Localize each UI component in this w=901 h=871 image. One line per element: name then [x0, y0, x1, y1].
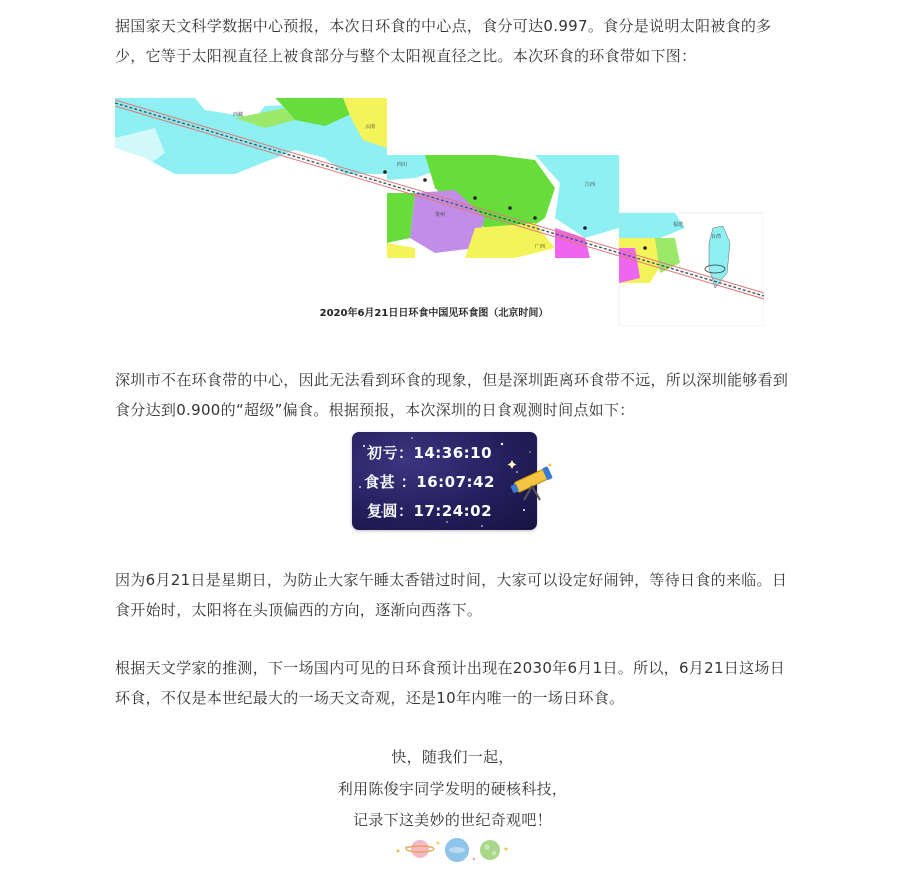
intro-paragraph: 据国家天文科学数据中心预报，本次日环食的中心点，食分可达0.997。食分是说明太阳被食的多少，它等于太阳视直径上被食部分与整个太阳视直径之比。本次环食的环食带如下图： — [115, 17, 772, 65]
alarm-paragraph: 因为6月21日是星期日，为防止大家午睡太香错过时间，大家可以设定好闹钟，等待日食的来临。日食开始时，太阳将在头顶偏西的方向，逐渐向西落下。 — [115, 571, 788, 619]
region-label-fujian: 福建 — [673, 222, 684, 228]
last-contact-time: 复圆：17:24:02 — [366, 502, 493, 520]
region-label-yunnan: 云南 — [365, 124, 376, 130]
map-panel-center — [387, 155, 619, 258]
map-caption: 2020年6月21日日环食中国见环食图（北京时间） — [319, 308, 549, 319]
region-label-taiwan: 台湾 — [711, 234, 722, 240]
region-label-guangxi: 广西 — [535, 244, 546, 250]
closing-line-1: 快，随我们一起， — [391, 748, 514, 766]
map-panel-east — [619, 213, 764, 326]
map-panel-west — [115, 98, 387, 174]
region-label-jiangxi: 江西 — [585, 182, 596, 188]
region-label-sichuan: 四川 — [397, 162, 408, 168]
telescope-icon — [510, 460, 558, 502]
maximum-eclipse-time: 食甚 ：16:07:42 — [364, 473, 495, 491]
region-label-xizang: 西藏 — [233, 112, 244, 118]
shenzhen-paragraph: 深圳市不在环食带的中心，因此无法看到环食的现象，但是深圳距离环食带不远，所以深圳能够看到食分达到0.900的“超级”偏食。根据预报，本次深圳的日食观测时间点如下： — [115, 371, 789, 419]
eclipse-map-graphic — [115, 98, 764, 326]
eclipse-path-map — [115, 98, 764, 326]
planets-decoration-icon — [394, 835, 512, 865]
first-contact-time: 初亏：14:36:10 — [366, 444, 493, 462]
next-eclipse-paragraph: 根据天文学家的推测，下一场国内可见的日环食预计出现在2030年6月1日。所以，6月21日这场日环食，不仅是本世纪最大的一场天文奇观，还是10年内唯一的一场日环食。 — [115, 659, 785, 707]
region-label-guizhou: 贵州 — [435, 212, 446, 218]
closing-line-3: 记录下这美妙的世纪奇观吧！ — [353, 811, 552, 829]
closing-line-2: 利用陈俊宇同学发明的硬核科技， — [337, 780, 568, 798]
